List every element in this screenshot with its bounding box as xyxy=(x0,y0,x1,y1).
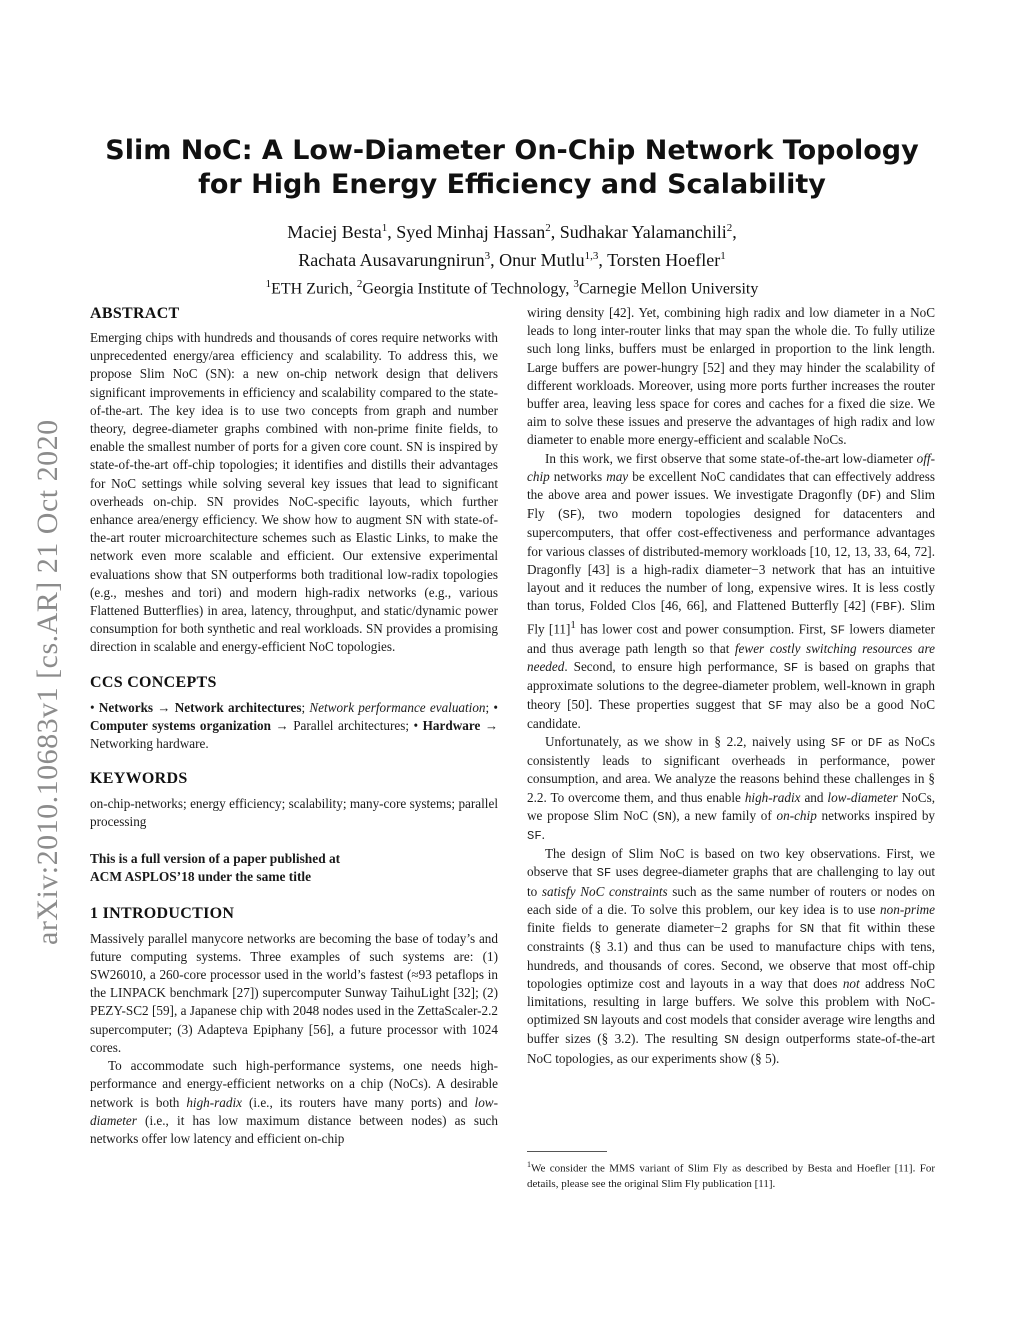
text-run: address NoC limitations, resulting in large buffers. We solve this problem with NoC-optimized xyxy=(527,975,935,1028)
text-run: and xyxy=(800,789,828,805)
ccs-term: Computer systems organization xyxy=(90,717,271,733)
emphasis: on-chip xyxy=(776,807,817,823)
emphasis: fewer costly switching resources are needed xyxy=(527,641,936,675)
ccs-term: Hardware xyxy=(422,717,481,733)
left-column xyxy=(90,304,498,1148)
emphasis: low-diameter xyxy=(827,789,898,805)
text-run: lowers diameter and thus average path length so that xyxy=(527,621,935,657)
acronym-sn: SN xyxy=(724,1033,739,1048)
affil-mark: 2 xyxy=(356,278,363,290)
acronym-df: DF xyxy=(861,489,877,504)
full-version-note xyxy=(90,850,498,886)
arxiv-stamp: arXiv:2010.10683v1 [cs.AR] 21 Oct 2020 xyxy=(31,419,64,945)
acronym-sn: SN xyxy=(657,809,672,824)
text-run: (i.e., its routers have many ports) and xyxy=(242,1094,475,1110)
author-name: , Sudhakar Yalamanchili xyxy=(550,222,727,242)
text-run: as NoCs consistently leads to significant overheads in performance, power consumption, and area. We analyze the reasons behind these challenges in § 2.2. To overcome them, and thus enable xyxy=(527,734,935,805)
ccs-term: Networks xyxy=(98,699,154,715)
text-run: . xyxy=(541,827,545,843)
text-run: such as the same number of routers or nodes on each side of a die. To solve this problem, our key idea is to use xyxy=(527,883,935,917)
emphasis: off-chip xyxy=(527,450,935,484)
author-affil-mark: 1,3 xyxy=(584,250,599,262)
text-run: be excellent NoC candidates that can effectively address the above area and power issues. We investigate Dragonfly ( xyxy=(527,468,935,503)
text-run: To accommodate such high-performance systems, one needs high-performance and energy-efficient networks on a chip (NoCs). A desirable network is both xyxy=(90,1058,498,1110)
text-run: . Second, to ensure high performance, xyxy=(564,659,784,675)
author-affil-mark: 1 xyxy=(381,222,388,234)
ccs-bullet: • xyxy=(90,699,99,715)
text-run: is based on graphs that approximate solutions to the degree-diameter problem, well-known in graph theory [50]. These properties suggest that xyxy=(527,659,935,712)
text-run: may also be a good NoC candidate. xyxy=(527,696,935,731)
abstract-heading: ABSTRACT xyxy=(90,305,180,322)
ccs-arrow: → xyxy=(270,717,294,733)
text-run: networks xyxy=(549,468,607,484)
full-version-line: ACM ASPLOS’18 under the same title xyxy=(90,868,312,884)
title-line-2: for High Energy Efficiency and Scalability xyxy=(198,169,826,200)
text-run: ). Slim Fly [11] xyxy=(527,598,936,637)
abstract-text: Emerging chips with hundreds and thousands of cores require networks with unprecedented energy/area efficiency and scalability. To address this, we propose Slim NoC (SN): a new on-chip network design that delivers significant improvements in efficiency and scalability compared to the state-of-the-art. The key idea is to use two concepts from graph and number theory, degree-diameter graphs combined with non-prime finite fields, to enable the smallest number of ports for a given core count. SN is inspired by state-of-the-art off-chip topologies; it identifies and distills their advantages for NoC settings while solving several key issues that lead to significant overheads on-chip. SN provides NoC-specific layouts, which further enhance area/energy efficiency. We show how to augment SN with state-of-the-art router microarchitecture schemes such as Elastic Links, to make the network even more scalable and efficient. Our extensive experimental evaluations show that SN outperforms both traditional low-radix topologies (e.g., meshes and tori) and modern high-radix networks (e.g., various Flattened Butterflies) in area, latency, throughput, and static/dynamic power consumption for both synthetic and real workloads. SN provides a promising direction in scalable and energy-efficient NoC topologies. xyxy=(90,330,498,655)
text-run: ) and Slim Fly ( xyxy=(527,487,936,522)
acronym-sf: SF xyxy=(783,661,799,676)
acronym-sn: SN xyxy=(583,1014,598,1029)
ccs-text: Networking hardware. xyxy=(90,736,209,752)
affiliations xyxy=(0,272,1024,301)
author-line-1 xyxy=(0,216,1024,244)
author-affil-mark: 2 xyxy=(726,222,733,234)
footnote-text: We consider the MMS variant of Slim Fly as described by Besta and Hoefler [11]. For details, please see the original Slim Fly publication [11]. xyxy=(527,1162,935,1190)
ccs-sep: ; • xyxy=(485,699,499,715)
ccs-sep: ; xyxy=(301,699,310,715)
acronym-sf: SF xyxy=(562,508,578,523)
introduction-heading: 1 INTRODUCTION xyxy=(90,904,235,922)
text-run: ), a new family of xyxy=(671,807,777,823)
text-run: The design of Slim NoC is based on two key observations. First, we observe that xyxy=(527,846,935,880)
emphasis: high-radix xyxy=(744,789,801,805)
text-run: networks inspired by xyxy=(816,807,936,823)
text-run: In this work, we first observe that some state-of-the-art low-diameter xyxy=(545,450,917,466)
acronym-sf: SF xyxy=(527,829,542,844)
author-line-2 xyxy=(0,244,1024,272)
ccs-arrow: → xyxy=(153,699,175,715)
keywords-text: on-chip-networks; energy efficiency; scalability; many-core systems; parallel processing xyxy=(90,796,498,830)
text-run: that fit within these constraints (§ 3.1) and thus can be used to manufacture chips with tens, hundreds, and thousands of cores. Second, we observe that most off-chip topologies optimize cost and layouts in a way that does xyxy=(527,920,935,991)
text-run: Unfortunately, as we show in § 2.2, naively using xyxy=(545,734,831,750)
acronym-sf: SF xyxy=(830,623,846,638)
full-version-line: This is a full version of a paper published at xyxy=(90,850,341,866)
intro-paragraph-2 xyxy=(90,1057,498,1148)
ccs-concepts xyxy=(90,699,498,754)
keywords-heading: KEYWORDS xyxy=(90,770,188,788)
affil-name: ETH Zurich, xyxy=(271,280,357,298)
emphasis: non-prime xyxy=(880,901,935,917)
author-name: , Torsten Hoefler xyxy=(598,250,721,270)
emphasis: high-radix xyxy=(186,1094,243,1110)
text-run: or xyxy=(845,734,868,750)
ccs-text: Parallel architectures; • xyxy=(293,717,423,733)
acronym-fbf: FBF xyxy=(875,600,898,615)
title-line-1: Slim NoC: A Low-Diameter On-Chip Network Topology xyxy=(105,135,919,166)
footnote-ref: 1 xyxy=(570,619,576,632)
emphasis: satisfy NoC constraints xyxy=(541,883,668,899)
paper-title xyxy=(0,134,1024,202)
affil-name: Carnegie Mellon University xyxy=(578,280,759,298)
text-run: finite fields to generate diameter−2 graphs for xyxy=(527,920,800,936)
text-run: ), two modern topologies designed for datacenters and supercomputers, that offer cost-effectiveness and performance advantages for various classes of distributed-memory workloads [10, 12, 13, 33, 64, 72]. Dragonfly [43] is a high-radix diameter−3 network that has an intuitive layout and it reduces the number of long, expensive wires. It is less costly than torus, Folded Clos [46, 66], and Flattened Butterfly [42] ( xyxy=(527,506,935,614)
acronym-sn: SN xyxy=(799,922,815,937)
affil-name: Georgia Institute of Technology, xyxy=(362,280,574,298)
author-affil-mark: 2 xyxy=(545,222,551,234)
acronym-sf: SF xyxy=(596,866,612,881)
emphasis: not xyxy=(842,975,860,991)
author-name: , Syed Minhaj Hassan xyxy=(387,222,546,242)
right-paragraph-4 xyxy=(527,845,935,1067)
emphasis: low-diameter xyxy=(90,1094,498,1128)
footnote xyxy=(527,1157,935,1192)
affil-mark: 3 xyxy=(573,278,579,290)
affil-mark: 1 xyxy=(265,278,272,290)
author-name: , Onur Mutlu xyxy=(490,250,585,270)
footnote-rule xyxy=(527,1151,607,1152)
author-block xyxy=(0,216,1024,301)
acronym-sf: SF xyxy=(768,698,783,713)
text-run: NoCs, we propose Slim NoC ( xyxy=(527,789,935,823)
author-affil-mark: 3 xyxy=(484,250,491,262)
ccs-heading: CCS CONCEPTS xyxy=(90,673,217,691)
intro-paragraph-1: Massively parallel manycore networks are becoming the base of today’s and future computing systems. Three examples of such systems are: (1) SW26010, a 260-core processor used in the world’s fastest (≈93 petaflops in the LINPACK benchmark [27]) supercomputer Sunway TaihuLight [32]; (2) PEZY-SC2 [59], a Japanese chip with 2048 nodes used in the ZettaScaler-2.2 supercomputer; (3) Adapteva Epiphany [56], a future processor with 1024 cores. xyxy=(90,930,498,1055)
right-paragraph-2 xyxy=(527,450,935,733)
author-name: Maciej Besta xyxy=(287,222,382,242)
footnote-mark: 1 xyxy=(527,1160,531,1169)
text-run: (i.e., it has low maximum distance between nodes) as such networks offer low latency and efficient on-chip xyxy=(90,1112,498,1146)
text-run: layouts and cost models that consider average wire lengths and buffer sizes (§ 3.2). The resulting xyxy=(527,1012,935,1047)
text-run: design outperforms state-of-the-art NoC topologies, as our experiments show (§ 5). xyxy=(527,1031,936,1066)
ccs-term: Network architectures xyxy=(174,699,302,715)
ccs-term-italic: Network performance evaluation xyxy=(309,699,486,715)
right-paragraph-1: wiring density [42]. Yet, combining high radix and low diameter in a NoC leads to long inter-router links that may span the whole die. To fully utilize such long links, buffers must be enlarged in proportion to the link length. Large buffers are power-hungry [52] and they may hinder the scalability of different workloads. Moreover, using more ports further increases the router buffer area, leaving less space for cores and caches for a fixed die size. We aim to solve these issues and preserve the advantages of high radix and low diameter to enable more energy-efficient and scalable NoCs. xyxy=(527,305,935,448)
text-run: uses degree-diameter graphs that are challenging to lay out to xyxy=(527,864,935,899)
author-name: Rachata Ausavarungnirun xyxy=(298,250,485,270)
acronym-sf: SF xyxy=(830,736,846,751)
ccs-arrow: → xyxy=(480,717,499,733)
author-separator: , xyxy=(732,222,737,242)
text-run: has lower cost and power consumption. First, xyxy=(575,621,831,637)
emphasis: may xyxy=(606,468,629,484)
author-affil-mark: 1 xyxy=(720,250,726,262)
right-column xyxy=(527,304,935,1068)
acronym-df: DF xyxy=(867,736,883,751)
right-paragraph-3 xyxy=(527,733,935,845)
